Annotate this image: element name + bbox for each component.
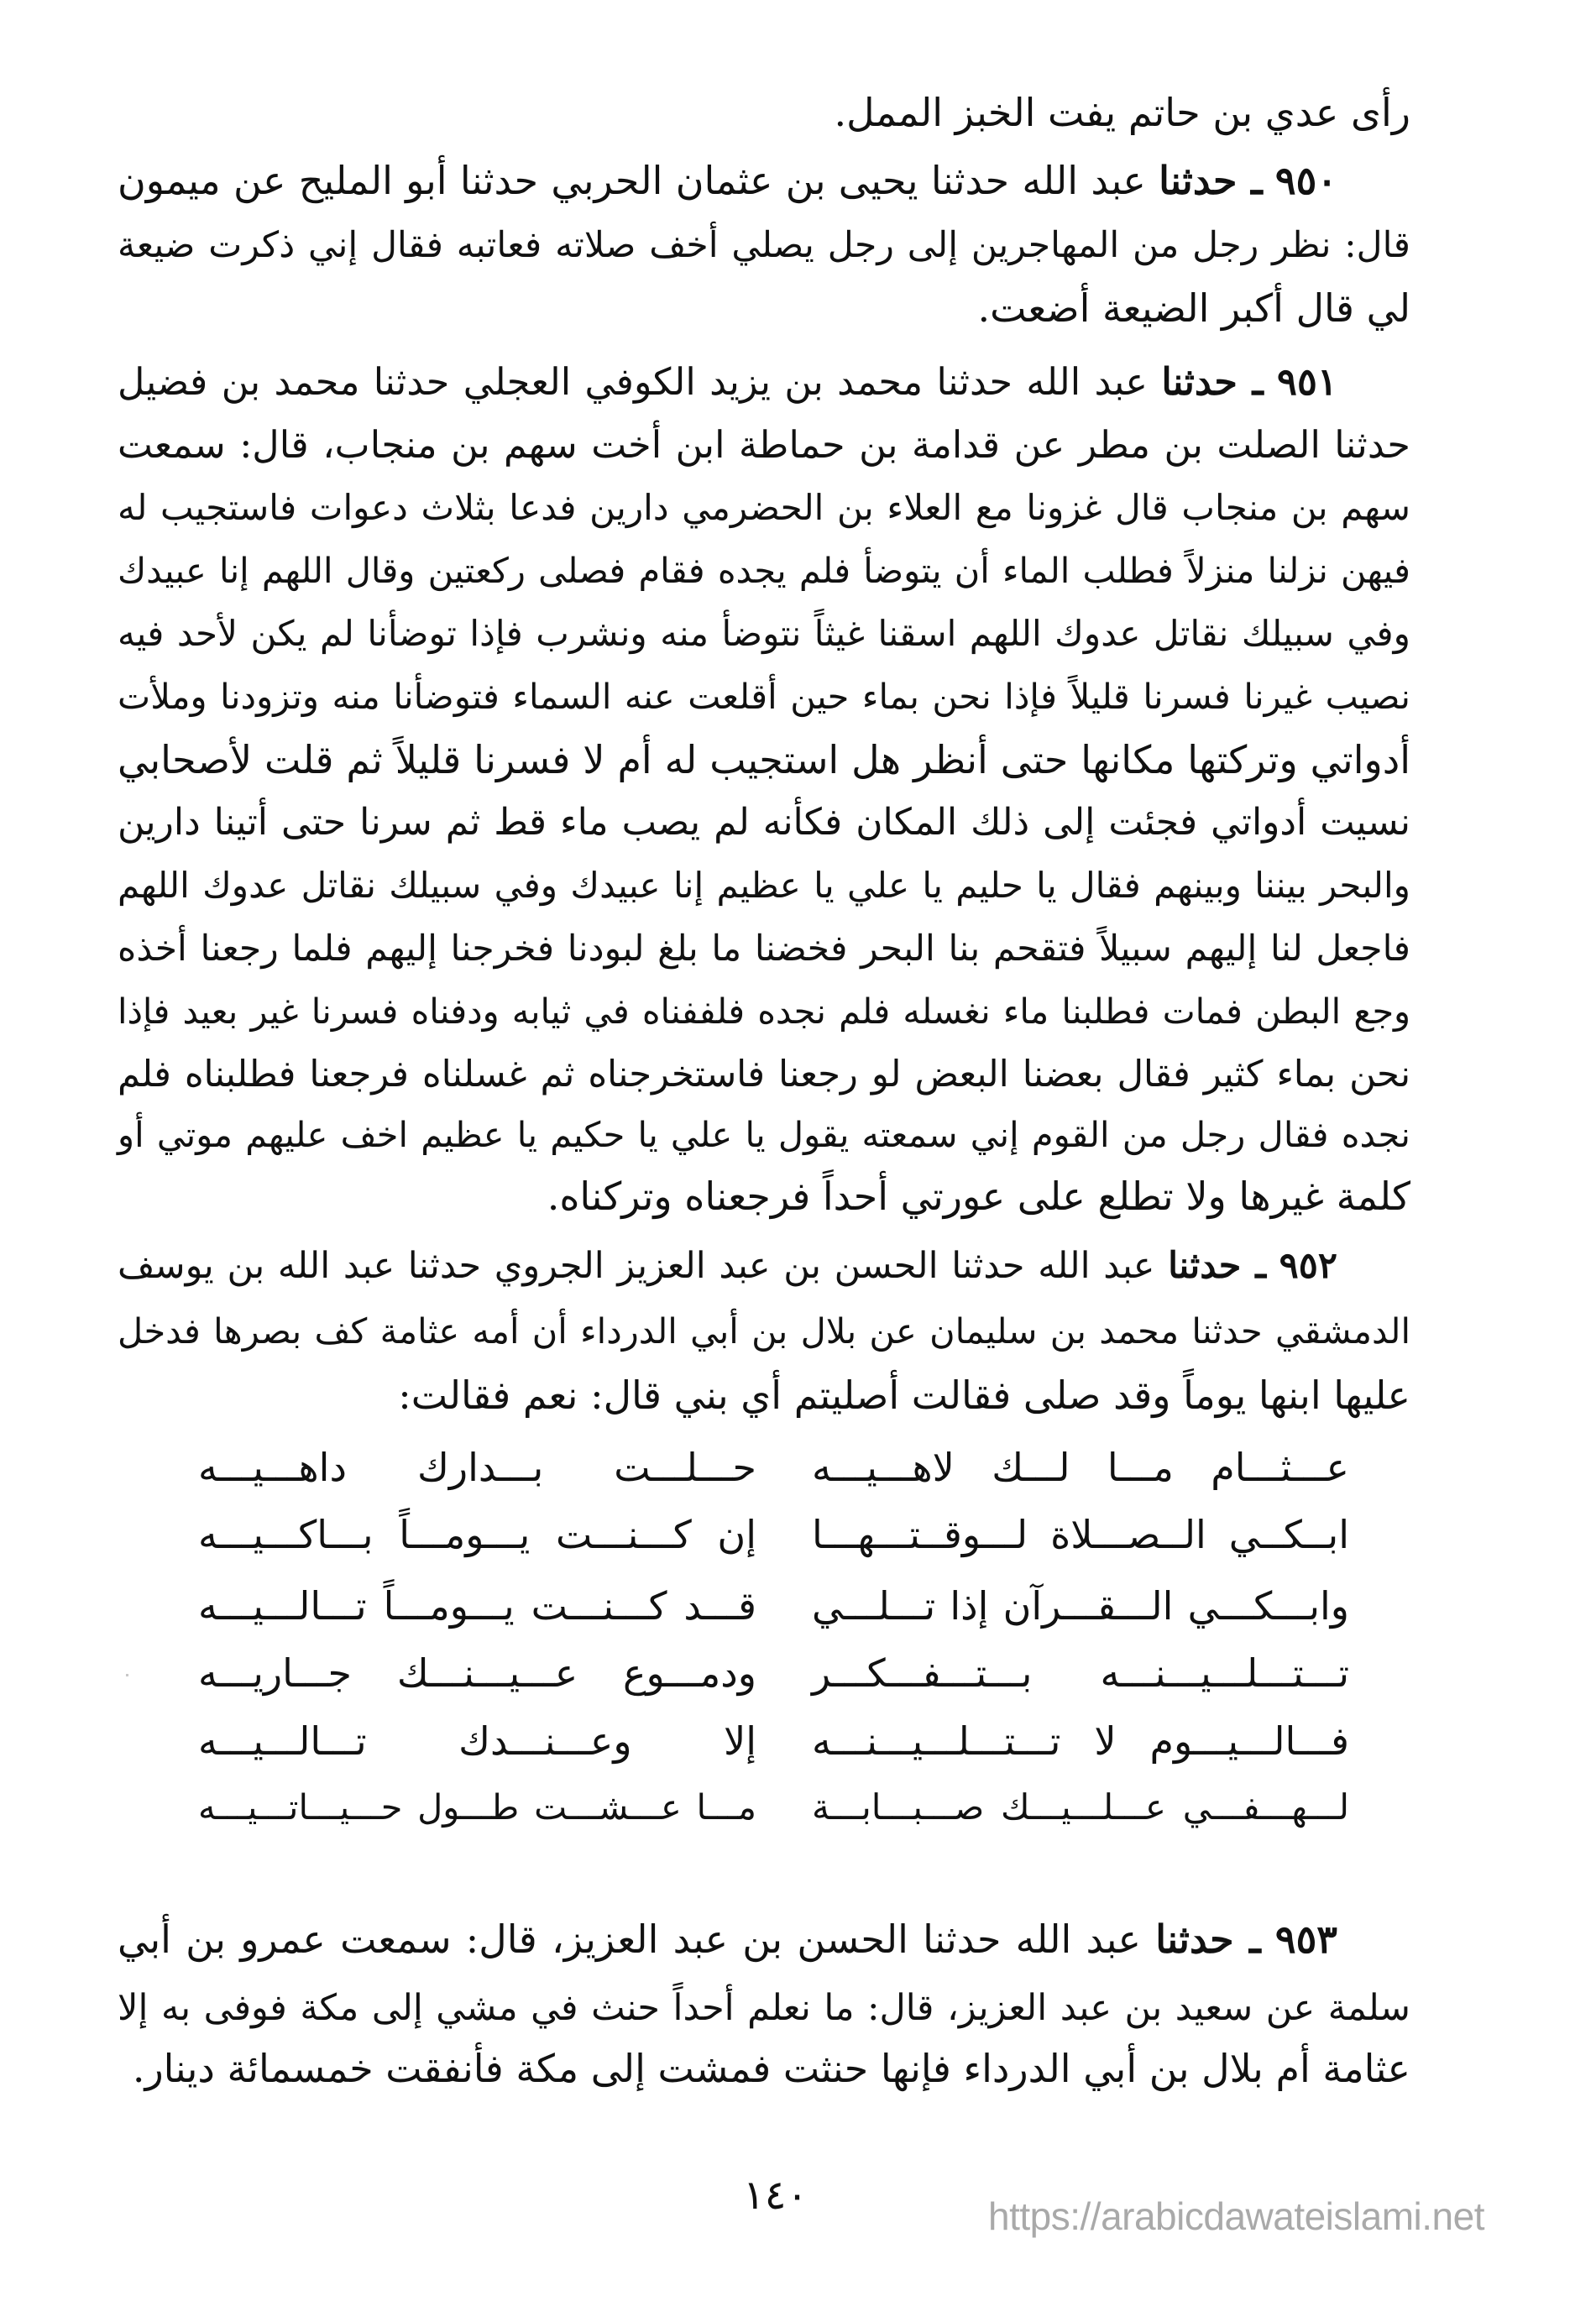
- paragraph-line: [118, 283, 1410, 333]
- hadith-text: الدمشقي حدثنا محمد بن سليمان عن بلال بن أبي الدرداء أن أمه عثامة كف بصرها فدخل: [118, 1310, 1410, 1352]
- hadith-text: عبد الله حدثنا الحسن بن عبد العزيز، قال: سمعت عمرو بن أبي: [118, 1917, 1142, 1962]
- hadith-text: وجع البطن فمات فطلبنا ماء نغسله فلم نجده فلففناه في ثيابه ودفناه فسرنا غير بعيد فإذا: [118, 991, 1410, 1032]
- verse-second-hemistich: حـــلـــت بـــدارك داهـــيـــه: [198, 1445, 756, 1490]
- paragraph-line: [118, 672, 1410, 722]
- paragraph-line: [118, 1049, 1410, 1100]
- hadith-text: نصيب غيرنا فسرنا قليلاً فإذا نحن بماء حين أقلعت عنه السماء فتوضأنا منه وتزودنا وملأت: [118, 676, 1410, 717]
- verse-first-hemistich: عـــثـــام مـــا لـــك لاهـــيـــه: [812, 1445, 1349, 1490]
- hadith-text: والبحر بيننا وبينهم فقال يا حليم يا علي يا عظيم إنا عبيدك وفي سبيلك نقاتل عدوك اللهم: [118, 865, 1410, 906]
- paragraph-line: [118, 609, 1410, 659]
- hadith-number: ٩٥١: [1277, 359, 1337, 404]
- verse-second-hemistich: مـــا عـــشـــت طـــول حـــيـــاتـــيـــه: [198, 1786, 756, 1828]
- hadith-text: سلمة عن سعيد بن عبد العزيز، قال: ما نعلم أحداً حنث في مشي إلى مكة فوفى به إلا: [118, 1987, 1410, 2029]
- verse-first-hemistich: تـــتـــلـــيـــنـــه بـــتـــفـــكـــر: [812, 1650, 1349, 1696]
- hadith-950-heading-line: [118, 155, 1337, 206]
- hadith-lead: ـ حدثنا: [1159, 158, 1263, 203]
- paragraph-line: [118, 735, 1410, 785]
- hadith-text: سهم بن منجاب قال غزونا مع العلاء بن الحضرمي دارين فدعا بثلاث دعوات فاستجيب له: [118, 487, 1410, 528]
- verse-second-hemistich: قـــد كـــنـــت يـــومـــاً تـــالـــيـــه: [198, 1583, 756, 1629]
- poem-verse: [0, 1442, 1596, 1493]
- hadith-text: عبد الله حدثنا الحسن بن عبد العزيز الجروي حدثنا عبد الله بن يوسف: [118, 1245, 1155, 1287]
- verse-first-hemistich: وابـــكـــي الـــقـــرآن إذا تـــلـــي: [812, 1583, 1349, 1629]
- watermark-url: https://arabicdawateislami.net: [988, 2194, 1484, 2238]
- hadith-text: عبد الله حدثنا يحيى بن عثمان الحربي حدثنا أبو المليح عن ميمون: [118, 158, 1146, 203]
- paragraph-line: [118, 798, 1410, 848]
- verse-first-hemistich: فـــالـــيـــوم لا تـــتـــلـــيـــنـــه: [812, 1718, 1349, 1764]
- paragraph-line: [118, 87, 1410, 138]
- verse-first-hemistich: لـــهـــفـــي عـــلـــيـــك صـــبـــابـــة: [812, 1786, 1349, 1828]
- paragraph-line: [118, 420, 1410, 470]
- hadith-text: أدواتي وتركتها مكانها حتى أنظر هل استجيب له أم لا فسرنا قليلاً ثم قلت لأصحابي: [118, 737, 1410, 782]
- hadith-number: ٩٥٣: [1274, 1917, 1337, 1962]
- paragraph-line: [118, 1110, 1410, 1160]
- intro-text: رأى عدي بن حاتم يفت الخبز الممل.: [834, 90, 1410, 135]
- paragraph-line: [118, 220, 1410, 270]
- poem-verse: [0, 1648, 1596, 1698]
- paragraph-line: [118, 1171, 1410, 1221]
- poem-verse: [0, 1716, 1596, 1766]
- hadith-text: كلمة غيرها ولا تطلع على عورتي أحداً فرجعناه وتركناه.: [547, 1174, 1410, 1219]
- hadith-953-heading-line: [118, 1914, 1337, 1964]
- hadith-text: نجده فقال رجل من القوم إني سمعته يقول يا علي يا حكيم يا عظيم اخف عليهم موتي أو: [118, 1114, 1410, 1155]
- scan-speck: [126, 1674, 128, 1676]
- paragraph-line: [118, 2043, 1410, 2094]
- hadith-number: ٩٥٠: [1274, 158, 1338, 203]
- hadith-text: فاجعل لنا إليهم سبيلاً فتقحم بنا البحر فخضنا ما بلغ لبودنا فخرجنا إليهم فلما رجعنا أخذه: [118, 928, 1410, 970]
- verse-first-hemistich: ابــكــي الــصـــلاة لـــوقــتـــهـــا: [812, 1512, 1349, 1557]
- hadith-text: وفي سبيلك نقاتل عدوك اللهم اسقنا غيثاً نتوضأ منه ونشرب فإذا توضأنا لم يكن لأحد فيه: [118, 613, 1410, 654]
- page-number: ١٤٠: [743, 2172, 808, 2219]
- paragraph-line: [118, 483, 1410, 533]
- hadith-text: عثامة أم بلال بن أبي الدرداء فإنها حنثت فمشت إلى مكة فأنفقت خمسمائة دينار.: [132, 2046, 1410, 2091]
- hadith-951-heading-line: [118, 357, 1337, 407]
- poem-verse: [0, 1782, 1596, 1833]
- paragraph-line: [118, 1306, 1410, 1357]
- hadith-text: نحن بماء كثير فقال بعضنا البعض لو رجعنا فاستخرجناه ثم غسلناه فرجعنا فطلبناه فلم: [118, 1054, 1410, 1096]
- hadith-lead: ـ حدثنا: [1168, 1245, 1266, 1287]
- verse-second-hemistich: ودمـــوع عـــيـــنـــك جـــاريـــه: [198, 1650, 756, 1696]
- hadith-text: نسيت أدواتي فجئت إلى ذلك المكان فكأنه لم يصب ماء قط ثم سرنا حتى أتينا دارين: [118, 801, 1410, 844]
- hadith-952-heading-line: [118, 1241, 1337, 1291]
- hadith-text: عليها ابنها يوماً وقد صلى فقالت أصليتم أي بني قال: نعم فقالت:: [398, 1373, 1410, 1418]
- hadith-number: ٩٥٢: [1279, 1245, 1337, 1287]
- paragraph-line: [118, 1983, 1410, 2033]
- verse-second-hemistich: إن كـــنـــت يـــومـــاً بـــاكـــيـــه: [198, 1512, 756, 1557]
- paragraph-line: [118, 986, 1410, 1037]
- verse-second-hemistich: إلا وعـــنـــدك تـــالـــيـــه: [198, 1718, 756, 1764]
- hadith-lead: ـ حدثنا: [1155, 1917, 1261, 1962]
- paragraph-line: [118, 1370, 1410, 1420]
- paragraph-line: [118, 860, 1410, 911]
- hadith-text: فيهن نزلنا منزلاً فطلب الماء أن يتوضأ فلم يجده فقام فصلى ركعتين وقال اللهم إنا عبيدك: [118, 551, 1410, 591]
- paragraph-line: [118, 546, 1410, 596]
- hadith-lead: ـ حدثنا: [1161, 359, 1264, 404]
- poem-verse: [0, 1581, 1596, 1631]
- hadith-text: لي قال أكبر الضيعة أضعت.: [977, 285, 1410, 331]
- hadith-text: عبد الله حدثنا محمد بن يزيد الكوفي العجلي حدثنا محمد بن فضيل: [118, 360, 1149, 404]
- paragraph-line: [118, 923, 1410, 974]
- poem-verse: [0, 1509, 1596, 1560]
- hadith-text: حدثنا الصلت بن مطر عن قدامة بن حماطة ابن أخت سهم بن منجاب، قال: سمعت: [118, 422, 1410, 467]
- hadith-text: قال: نظر رجل من المهاجرين إلى رجل يصلي أخف صلاته فعاتبه فقال إني ذكرت ضيعة: [118, 224, 1410, 266]
